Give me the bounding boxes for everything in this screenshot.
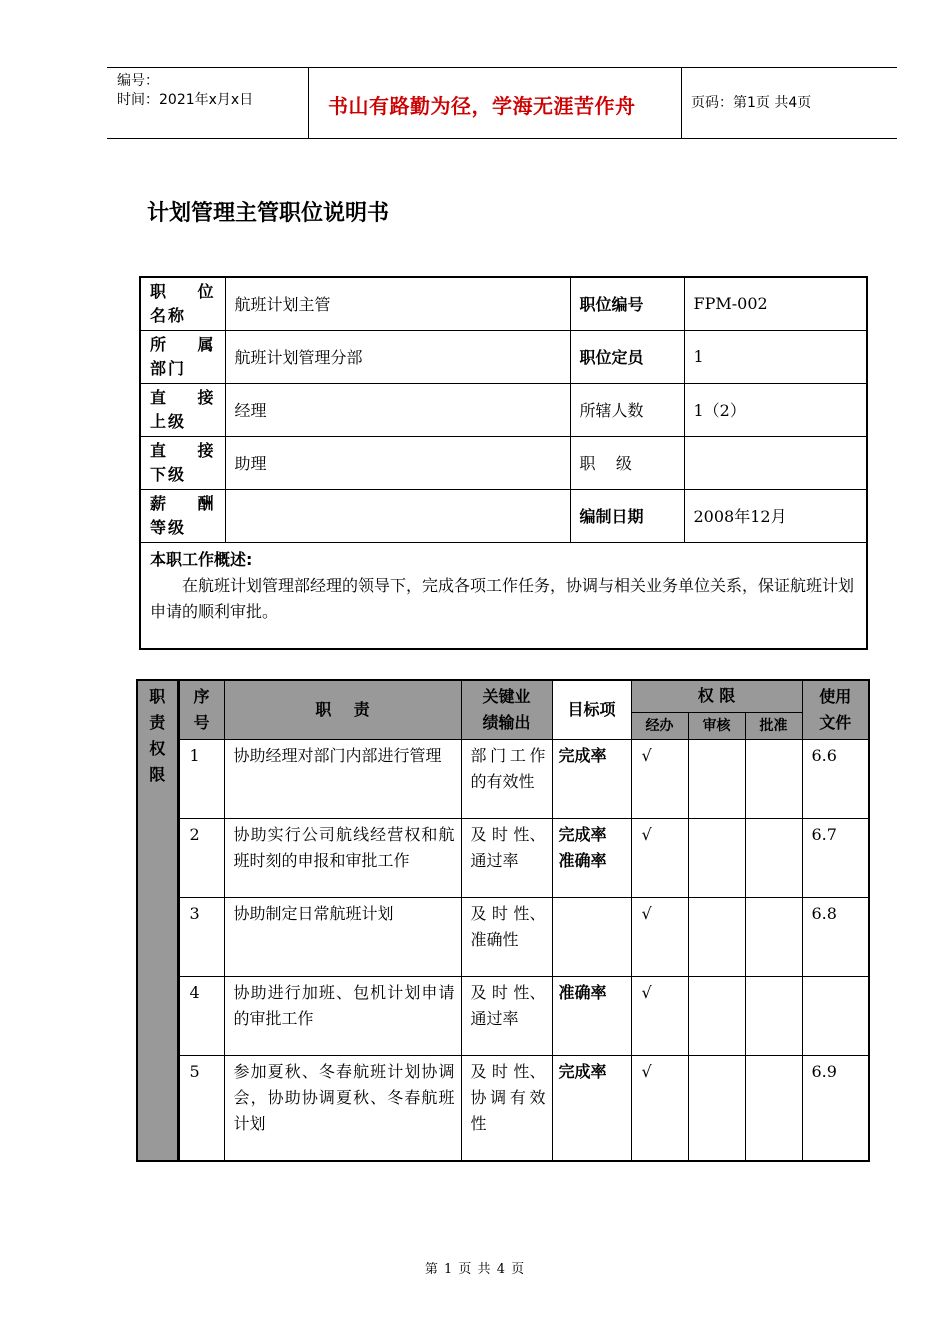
table-row <box>140 277 867 330</box>
duties-table <box>136 679 870 1162</box>
row-approve <box>745 739 802 818</box>
target-item: 完成率 <box>558 824 607 844</box>
headcount-value: 1 <box>684 330 867 383</box>
table-row <box>140 489 867 542</box>
grade-label: 职 级 <box>570 436 684 489</box>
row-docs: 6.6 <box>802 739 869 818</box>
page-indicator: 页码：第1页 共4页 <box>691 95 812 111</box>
date-value: 2008年12月 <box>684 489 867 542</box>
row-approve <box>745 976 802 1055</box>
target-item: 准确率 <box>558 850 607 870</box>
table-row <box>140 330 867 383</box>
subordinate-label: 直 接 下级 <box>140 436 225 489</box>
row-handle: √ <box>631 739 688 818</box>
subordinate-value: 助理 <box>225 436 570 489</box>
header-approve: 批准 <box>745 712 802 739</box>
row-handle: √ <box>631 1055 688 1161</box>
header-seq: 序号 <box>178 680 224 739</box>
department-value: 航班计划管理分部 <box>225 330 570 383</box>
summary-cell <box>140 542 867 649</box>
header-divider <box>308 68 309 138</box>
row-approve <box>745 818 802 897</box>
row-seq: 5 <box>178 1055 224 1161</box>
table-row <box>140 542 867 649</box>
table-header-row <box>137 680 869 712</box>
target-item: 完成率 <box>558 745 607 765</box>
row-duty: 协助进行加班、包机计划申请的审批工作 <box>224 976 461 1055</box>
row-duty: 参加夏秋、冬春航班计划协调会，协助协调夏秋、冬春航班计划 <box>224 1055 461 1161</box>
target-item: 准确率 <box>558 982 607 1002</box>
row-docs <box>802 976 869 1055</box>
date-label: 编制日期 <box>570 489 684 542</box>
row-seq: 1 <box>178 739 224 818</box>
table-row <box>140 436 867 489</box>
row-review <box>688 739 745 818</box>
superior-label: 直 接 上级 <box>140 383 225 436</box>
table-row <box>137 976 869 1055</box>
header-duty: 职 责 <box>224 680 461 739</box>
salary-label: 薪 酬 等级 <box>140 489 225 542</box>
subordinates-count-value: 1（2） <box>684 383 867 436</box>
target-item: 完成率 <box>558 1061 607 1081</box>
table-row <box>137 897 869 976</box>
row-seq: 3 <box>178 897 224 976</box>
header-handle: 经办 <box>631 712 688 739</box>
row-seq: 4 <box>178 976 224 1055</box>
row-target <box>552 818 631 897</box>
salary-value <box>225 489 570 542</box>
summary-label: 本职工作概述: <box>150 549 253 569</box>
position-name-value: 航班计划主管 <box>225 277 570 330</box>
row-duty: 协助制定日常航班计划 <box>224 897 461 976</box>
header-docs: 使用文件 <box>802 680 869 739</box>
row-output: 部门工作的有效性 <box>461 739 552 818</box>
row-duty: 协助经理对部门内部进行管理 <box>224 739 461 818</box>
table-row <box>140 383 867 436</box>
row-docs: 6.8 <box>802 897 869 976</box>
row-review <box>688 818 745 897</box>
row-output: 及 时 性、通过率 <box>461 976 552 1055</box>
row-approve <box>745 897 802 976</box>
table-row <box>137 1055 869 1161</box>
headcount-label: 职位定员 <box>570 330 684 383</box>
header-target: 目标项 <box>552 680 631 739</box>
header-authority: 权 限 <box>631 680 802 712</box>
row-target <box>552 897 631 976</box>
doc-number-label: 编号： <box>117 73 159 89</box>
position-name-label: 职 位 名称 <box>140 277 225 330</box>
row-approve <box>745 1055 802 1161</box>
position-code-label: 职位编号 <box>570 277 684 330</box>
row-docs: 6.9 <box>802 1055 869 1161</box>
document-title: 计划管理主管职位说明书 <box>147 201 390 226</box>
superior-value: 经理 <box>225 383 570 436</box>
row-target <box>552 976 631 1055</box>
row-output: 及 时 性、通过率 <box>461 818 552 897</box>
row-handle: √ <box>631 976 688 1055</box>
row-handle: √ <box>631 818 688 897</box>
row-seq: 2 <box>178 818 224 897</box>
grade-value <box>684 436 867 489</box>
row-target <box>552 739 631 818</box>
row-docs: 6.7 <box>802 818 869 897</box>
row-output: 及 时 性、协调有效性 <box>461 1055 552 1161</box>
duties-side-label: 职责权限 <box>137 680 178 1161</box>
subordinates-count-label: 所辖人数 <box>570 383 684 436</box>
summary-text: 在航班计划管理部经理的领导下，完成各项工作任务，协调与相关业务单位关系，保证航班计划申请的顺利审批。 <box>150 575 855 621</box>
row-review <box>688 976 745 1055</box>
position-code-value: FPM-002 <box>684 277 867 330</box>
row-target <box>552 1055 631 1161</box>
row-handle: √ <box>631 897 688 976</box>
doc-time-label: 时间：2021年x月x日 <box>117 92 254 108</box>
row-duty: 协助实行公司航线经营权和航班时刻的申报和审批工作 <box>224 818 461 897</box>
table-row <box>137 739 869 818</box>
page-header <box>107 67 897 139</box>
header-review: 审核 <box>688 712 745 739</box>
table-row <box>137 818 869 897</box>
header-divider <box>681 68 682 138</box>
header-output: 关键业绩输出 <box>461 680 552 739</box>
position-info-table <box>139 276 868 650</box>
header-motto: 书山有路勤为径，学海无涯苦作舟 <box>328 94 636 118</box>
row-review <box>688 1055 745 1161</box>
page-footer: 第 1 页 共 4 页 <box>424 1262 526 1277</box>
department-label: 所 属 部门 <box>140 330 225 383</box>
row-review <box>688 897 745 976</box>
row-output: 及 时 性、准确性 <box>461 897 552 976</box>
